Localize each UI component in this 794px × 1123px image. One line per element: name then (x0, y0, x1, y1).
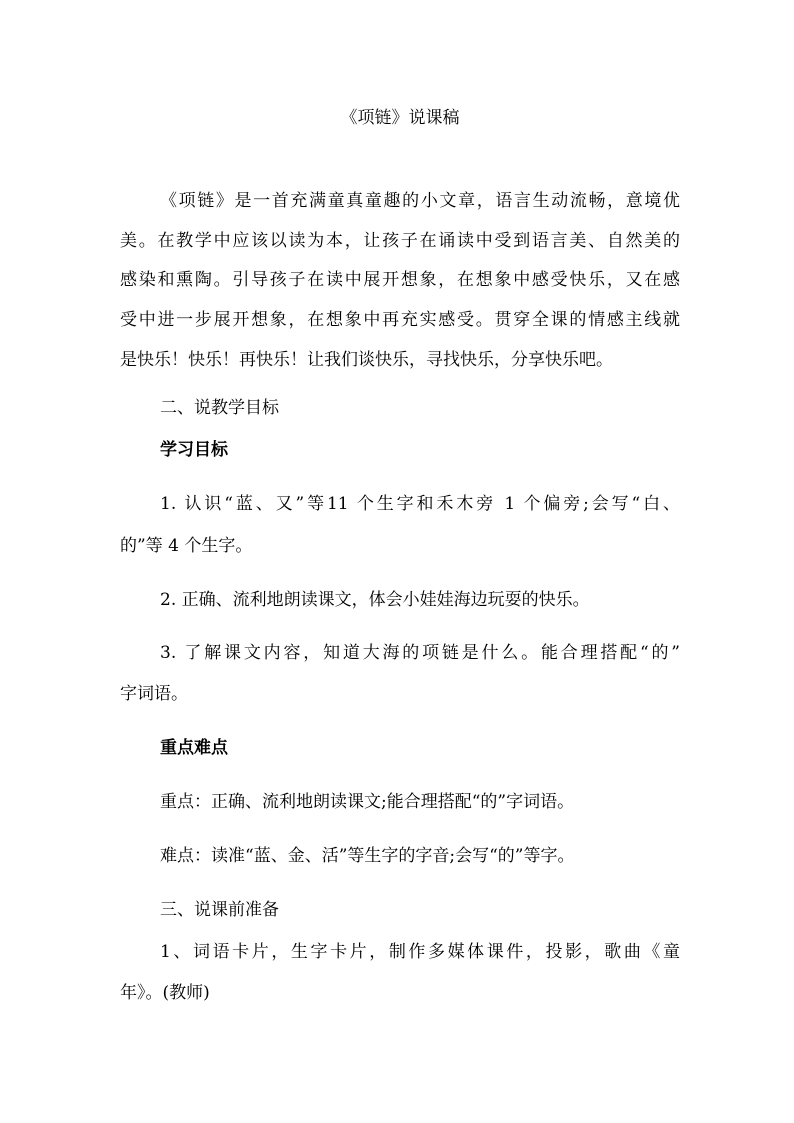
goal2: 2. 正确、流利地朗读课文，体会小娃娃海边玩耍的快乐。 (160, 590, 590, 610)
goals-title: 学习目标 (160, 440, 228, 460)
section3-item1-line-2: 年》。(教师) (120, 983, 210, 1003)
section1-para-line-5: 是快乐！快乐！再快乐！让我们谈快乐，寻找快乐，分享快乐吧。 (120, 350, 613, 370)
section3-item1-line-1: 1、词语卡片，生字卡片，制作多媒体课件，投影，歌曲《童 (160, 942, 680, 962)
section1-para-line-1: 《项链》是一首充满童真童趣的小文章，语言生动流畅，意境优 (160, 191, 680, 211)
difficulty: 难点：读准“蓝、金、活”等生字的字音;会写“的”等字。 (160, 846, 575, 866)
goal1-line-1: 1. 认识“蓝、又”等11 个生字和禾木旁 1 个偏旁;会写“白、 (160, 494, 680, 514)
key-title: 重点难点 (160, 738, 228, 758)
goal3-line-1: 3. 了解课文内容，知道大海的项链是什么。能合理搭配“的” (160, 643, 680, 663)
document-title: 《项链》说课稿 (340, 108, 460, 128)
section1-para-line-4: 受中进一步展开想象，在想象中再充实感受。贯穿全课的情感主线就 (120, 310, 680, 330)
section3-heading: 三、说课前准备 (160, 900, 279, 920)
goal3-line-2: 字词语。 (120, 684, 188, 704)
section1-para-line-2: 美。在教学中应该以读为本，让孩子在诵读中受到语言美、自然美的 (120, 231, 680, 251)
goal1-line-2: 的”等 4 个生字。 (120, 536, 253, 556)
section2-heading: 二、说教学目标 (160, 398, 279, 418)
section1-para-line-3: 感染和熏陶。引导孩子在读中展开想象，在想象中感受快乐，又在感 (120, 270, 680, 290)
key-point: 重点：正确、流利地朗读课文;能合理搭配“的”字词语。 (160, 792, 575, 812)
